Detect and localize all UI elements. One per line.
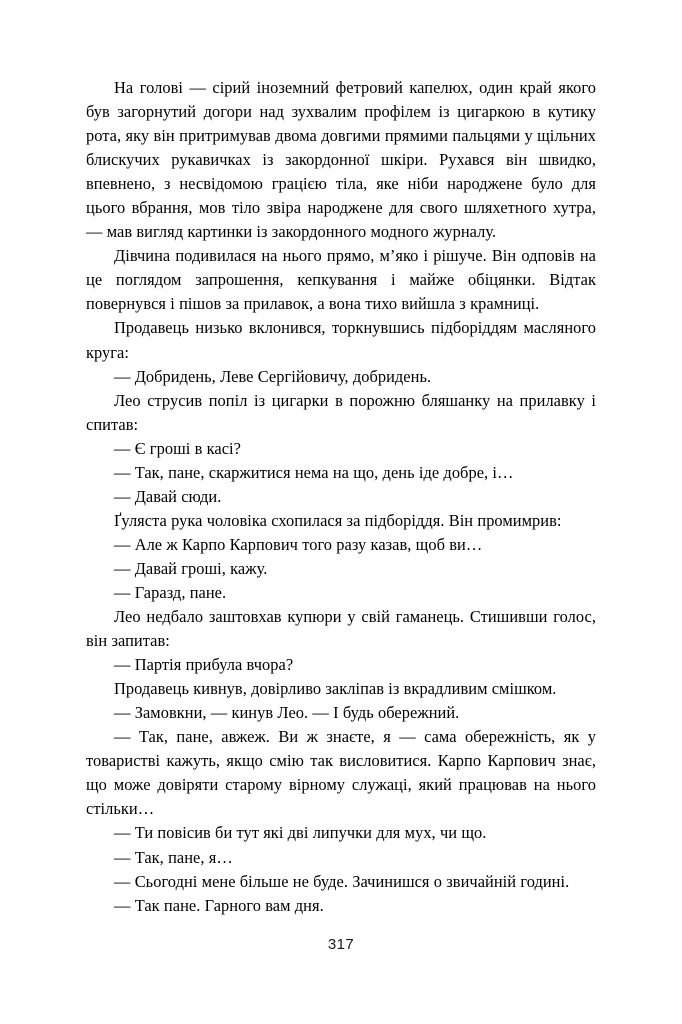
- paragraph-dialogue: — Так, пане, авжеж. Ви ж знаєте, я — сама обережність, як у товаристві кажуть, якщо смію так висловитися. Карпо Карпович знає, що може довіряти старому вірному служаці, який працював на нього стільки…: [86, 727, 596, 819]
- paragraph-dialogue: — Замовкни, — кинув Лео. — І будь обережний.: [114, 703, 460, 723]
- paragraph-dialogue: — Гаразд, пане.: [114, 582, 227, 602]
- paragraph-narrative: Лео струсив попіл із цигарки в порожню бляшанку на прилавку і спитав:: [86, 390, 596, 434]
- paragraph-narrative: Продавець низько вклонився, торкнувшись підборіддям масляного круга:: [86, 318, 596, 362]
- paragraph-dialogue: — Але ж Карпо Карпович того разу казав, щоб ви…: [114, 534, 483, 554]
- paragraph-dialogue: — Давай сюди.: [114, 486, 222, 506]
- paragraph-dialogue: — Так пане. Гарного вам дня.: [114, 895, 324, 915]
- paragraph-dialogue: — Ти повісив би тут які дві липучки для мух, чи що.: [114, 823, 487, 843]
- paragraph-dialogue: — Так, пане, скаржитися нема на що, день іде добре, і…: [114, 462, 514, 482]
- paragraph-dialogue: — Є гроші в касі?: [114, 438, 241, 458]
- paragraph-narrative: Дівчина подивилася на нього прямо, м’яко і рішуче. Він одповів на це поглядом запрошення, кепкування і майже обіцянки. Відтак повернувся і пішов за прилавок, а вона тихо вийшла з крамниці.: [86, 246, 596, 314]
- paragraph-dialogue: — Так, пане, я…: [114, 847, 233, 867]
- page-number: 317: [327, 936, 355, 953]
- paragraph-dialogue: — Сьогодні мене більше не буде. Зачинишся о звичайній годині.: [114, 871, 570, 891]
- paragraph-narrative: Лео недбало заштовхав купюри у свій гаманець. Стишивши голос, він запитав:: [86, 607, 596, 651]
- paragraph-narrative: Продавець кивнув, довірливо закліпав із вкрадливим смішком.: [114, 679, 557, 699]
- paragraph-narrative: На голові — сірий іноземний фетровий капелюх, один край якого був загорнутий догори над зухвалим профілем із цигаркою в кутику рота, яку він притримував двома довгими прямими пальцями у щільних блискучих рукавичках із закордонної шкіри. Рухався він швидко, впевнено, з несвідомою грацією тіла, яке ніби народжене було для цього вбрання, мов тіло звіра народжене для свого шляхетного хутра, — мав вигляд картинки із закордонного модного журналу.: [86, 78, 596, 242]
- paragraph-dialogue: — Партія прибула вчора?: [114, 655, 294, 675]
- page-text-block: [86, 76, 596, 918]
- paragraph-dialogue: — Давай гроші, кажу.: [114, 558, 268, 578]
- paragraph-narrative: Ґуляста рука чоловіка схопилася за підборіддя. Він промимрив:: [114, 510, 562, 530]
- paragraph-dialogue: — Добридень, Леве Сергійовичу, добридень.: [114, 366, 432, 386]
